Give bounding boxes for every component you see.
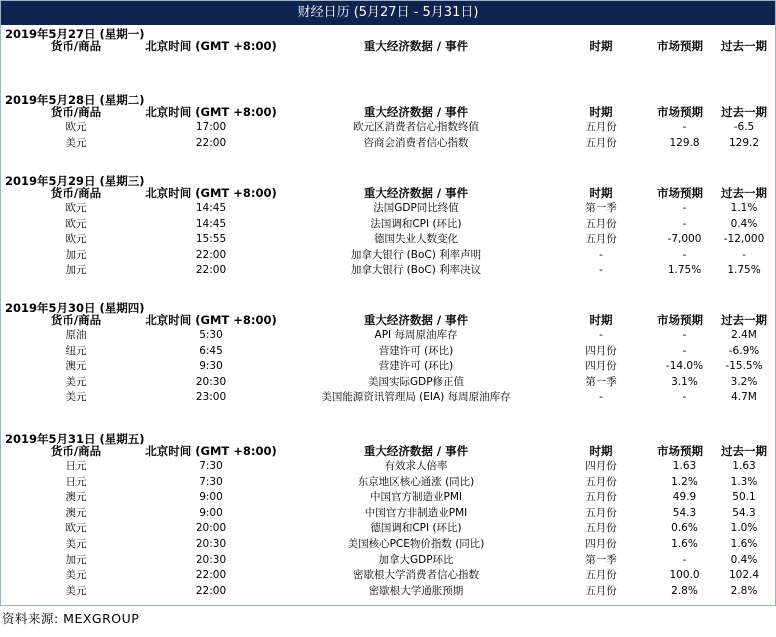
cell-currency: 欧元 xyxy=(65,217,87,230)
cell-currency: 美元 xyxy=(65,584,87,597)
column-header-forecast: 市场预期 xyxy=(657,39,703,53)
column-header-event: 重大经济数据 / 事件 xyxy=(363,444,469,458)
cell-event: 法国调和CPI (环比) xyxy=(370,217,462,230)
column-header-currency: 货币/商品 xyxy=(50,444,102,458)
table-row xyxy=(1,553,775,569)
column-header-previous: 过去一期 xyxy=(721,39,767,53)
cell-previous: 2.4M xyxy=(731,329,757,341)
table-row xyxy=(1,136,775,152)
table-row xyxy=(1,375,775,391)
cell-forecast: - xyxy=(682,121,687,133)
column-header-event: 重大经济数据 / 事件 xyxy=(363,313,469,327)
cell-currency: 欧元 xyxy=(65,121,87,133)
cell-event: 有效求人倍率 xyxy=(384,460,448,472)
cell-time: 22:00 xyxy=(195,584,227,597)
column-header-period: 时期 xyxy=(589,186,613,200)
column-header-currency: 货币/商品 xyxy=(50,105,102,119)
cell-previous: 1.0% xyxy=(730,522,758,535)
cell-previous: 50.1 xyxy=(732,491,756,504)
cell-forecast: 0.6% xyxy=(671,522,698,535)
column-header-period: 时期 xyxy=(589,313,613,327)
cell-forecast: -14.0% xyxy=(665,360,704,373)
column-header-row xyxy=(1,105,775,121)
cell-event: 加拿大银行 (BoC) 利率声明 xyxy=(350,248,482,261)
column-header-time: 北京时间 (GMT +8:00) xyxy=(145,39,277,53)
cell-period: 第一季 xyxy=(585,202,617,214)
cell-time: 20:30 xyxy=(195,538,227,550)
cell-currency: 加元 xyxy=(65,264,87,277)
cell-period: 五月份 xyxy=(585,136,617,149)
column-header-time: 北京时间 (GMT +8:00) xyxy=(145,105,277,119)
cell-previous: -15.5% xyxy=(725,360,763,373)
cell-event: 咨商会消费者信心指数 xyxy=(363,136,469,149)
day-title: 2019年5月28日 (星期二) xyxy=(5,93,145,107)
cell-event: 加拿大银行 (BoC) 利率决议 xyxy=(350,264,482,277)
cell-event: 东京地区核心通涨 (同比) xyxy=(357,475,475,488)
cell-time: 20:30 xyxy=(195,553,227,566)
cell-period: 五月份 xyxy=(585,584,617,597)
cell-period: 五月份 xyxy=(585,569,617,582)
cell-time: 5:30 xyxy=(199,329,223,341)
cell-previous: 54.3 xyxy=(732,506,756,519)
cell-period: 第一季 xyxy=(585,553,617,566)
cell-currency: 欧元 xyxy=(65,202,87,214)
cell-currency: 澳元 xyxy=(65,506,87,519)
cell-period: 第一季 xyxy=(585,375,617,388)
cell-forecast: 1.63 xyxy=(672,460,697,472)
column-header-time: 北京时间 (GMT +8:00) xyxy=(145,444,277,458)
column-header-forecast: 市场预期 xyxy=(657,444,703,458)
table-row xyxy=(1,359,775,375)
cell-period: 四月份 xyxy=(585,538,617,550)
column-header-currency: 货币/商品 xyxy=(50,186,102,200)
cell-event: 美国核心PCE物价指数 (同比) xyxy=(347,538,485,550)
cell-time: 23:00 xyxy=(195,391,227,404)
cell-forecast: 1.2% xyxy=(671,475,698,488)
table-row xyxy=(1,506,775,522)
cell-event: 密歇根大学消费者信心指数 xyxy=(353,569,479,582)
cell-time: 17:00 xyxy=(195,121,227,133)
cell-period: - xyxy=(599,391,603,404)
day-title: 2019年5月30日 (星期四) xyxy=(5,301,145,315)
source-note: 资料来源: MEXGROUP xyxy=(2,611,140,626)
column-header-event: 重大经济数据 / 事件 xyxy=(363,105,469,119)
cell-forecast: 2.8% xyxy=(671,584,698,597)
table-row xyxy=(1,263,775,279)
cell-time: 22:00 xyxy=(195,248,227,261)
cell-event: 法国GDP同比终值 xyxy=(373,202,459,214)
cell-previous: 1.1% xyxy=(730,202,758,214)
cell-currency: 美元 xyxy=(65,538,87,550)
cell-forecast: - xyxy=(682,553,687,566)
cell-time: 7:30 xyxy=(199,460,223,472)
cell-time: 9:00 xyxy=(199,506,223,519)
column-header-time: 北京时间 (GMT +8:00) xyxy=(145,313,277,327)
cell-forecast: 1.6% xyxy=(671,538,698,550)
cell-period: 五月份 xyxy=(585,506,617,519)
cell-event: 美国能源资讯管理局 (EIA) 每周原油库存 xyxy=(321,391,511,404)
cell-currency: 原油 xyxy=(65,329,87,341)
cell-forecast: 54.3 xyxy=(672,506,697,519)
column-header-currency: 货币/商品 xyxy=(50,313,102,327)
cell-time: 15:55 xyxy=(195,233,227,246)
column-header-row xyxy=(1,313,775,329)
table-row xyxy=(1,120,775,136)
cell-event: 密歇根大学通胀预期 xyxy=(368,584,464,597)
cell-period: 四月份 xyxy=(585,360,617,373)
cell-forecast: - xyxy=(682,202,687,214)
cell-previous: 1.3% xyxy=(730,475,758,488)
column-header-previous: 过去一期 xyxy=(721,444,767,458)
cell-previous: - xyxy=(742,248,746,261)
cell-previous: 129.2 xyxy=(728,136,760,149)
day-title: 2019年5月31日 (星期五) xyxy=(5,432,145,446)
cell-time: 7:30 xyxy=(199,475,223,488)
column-header-previous: 过去一期 xyxy=(721,313,767,327)
cell-currency: 美元 xyxy=(65,569,87,582)
cell-time: 20:00 xyxy=(195,522,227,535)
cell-forecast: 1.75% xyxy=(667,264,702,277)
table-row xyxy=(1,568,775,584)
cell-forecast: - xyxy=(682,391,687,404)
cell-forecast: 3.1% xyxy=(671,375,698,388)
cell-period: 五月份 xyxy=(585,233,617,246)
cell-time: 22:00 xyxy=(195,569,227,582)
cell-event: 营建许可 (环比) xyxy=(378,360,454,373)
day-title: 2019年5月27日 (星期一) xyxy=(5,27,145,41)
table-row xyxy=(1,232,775,248)
cell-forecast: - xyxy=(682,248,687,261)
cell-event: 中国官方非制造业PMI xyxy=(364,506,468,519)
table-row xyxy=(1,475,775,491)
table-row xyxy=(1,248,775,264)
cell-previous: 1.6% xyxy=(730,538,758,550)
calendar-title: 财经日历 (5月27日 - 5月31日) xyxy=(1,1,775,25)
column-header-row xyxy=(1,186,775,202)
column-header-row xyxy=(1,39,775,55)
cell-period: 五月份 xyxy=(585,217,617,230)
cell-currency: 美元 xyxy=(65,391,87,404)
cell-event: 加拿大GDP环比 xyxy=(378,553,454,566)
cell-period: 五月份 xyxy=(585,475,617,488)
cell-time: 14:45 xyxy=(195,217,227,230)
table-row xyxy=(1,537,775,553)
cell-event: 美国实际GDP修正值 xyxy=(367,375,465,388)
table-row xyxy=(1,584,775,600)
column-header-period: 时期 xyxy=(589,39,613,53)
table-row xyxy=(1,459,775,475)
column-header-previous: 过去一期 xyxy=(721,186,767,200)
cell-period: 五月份 xyxy=(585,522,617,535)
column-header-period: 时期 xyxy=(589,105,613,119)
table-row xyxy=(1,521,775,537)
column-header-forecast: 市场预期 xyxy=(657,313,703,327)
cell-currency: 澳元 xyxy=(65,491,87,504)
cell-previous: -12,000 xyxy=(723,233,765,246)
cell-previous: 2.8% xyxy=(730,584,758,597)
cell-previous: 0.4% xyxy=(730,553,758,566)
cell-previous: 3.2% xyxy=(730,375,758,388)
cell-period: - xyxy=(599,248,603,261)
table-row xyxy=(1,390,775,406)
table-row xyxy=(1,490,775,506)
cell-time: 22:00 xyxy=(195,136,227,149)
table-row xyxy=(1,201,775,217)
cell-forecast: - xyxy=(682,344,687,357)
column-header-forecast: 市场预期 xyxy=(657,186,703,200)
cell-time: 6:45 xyxy=(199,344,223,357)
day-title: 2019年5月29日 (星期三) xyxy=(5,174,145,188)
cell-period: - xyxy=(599,264,603,277)
cell-currency: 纽元 xyxy=(65,344,87,357)
cell-previous: 1.63 xyxy=(732,460,756,472)
cell-currency: 加元 xyxy=(65,248,87,261)
cell-currency: 欧元 xyxy=(65,233,87,246)
cell-period: 五月份 xyxy=(585,491,617,504)
cell-time: 9:30 xyxy=(199,360,223,373)
cell-time: 9:00 xyxy=(199,491,223,504)
cell-event: API 每周原油库存 xyxy=(374,329,458,341)
cell-forecast: 49.9 xyxy=(672,491,697,504)
cell-period: 五月份 xyxy=(585,121,617,133)
cell-period: 四月份 xyxy=(585,344,617,357)
column-header-currency: 货币/商品 xyxy=(50,39,102,53)
column-header-event: 重大经济数据 / 事件 xyxy=(363,186,469,200)
cell-time: 20:30 xyxy=(195,375,227,388)
column-header-event: 重大经济数据 / 事件 xyxy=(363,39,469,53)
cell-currency: 日元 xyxy=(65,460,87,472)
column-header-time: 北京时间 (GMT +8:00) xyxy=(145,186,277,200)
cell-currency: 加元 xyxy=(65,553,87,566)
cell-previous: 1.75% xyxy=(727,264,761,277)
cell-time: 14:45 xyxy=(195,202,227,214)
cell-currency: 美元 xyxy=(65,136,87,149)
column-header-forecast: 市场预期 xyxy=(657,105,703,119)
cell-previous: 0.4% xyxy=(730,217,758,230)
cell-event: 营建许可 (环比) xyxy=(378,344,454,357)
cell-time: 22:00 xyxy=(195,264,227,277)
cell-forecast: 100.0 xyxy=(669,569,700,582)
column-header-row xyxy=(1,444,775,460)
cell-event: 德国失业人数变化 xyxy=(374,233,458,246)
cell-forecast: - xyxy=(682,329,687,341)
cell-forecast: 129.8 xyxy=(669,136,700,149)
cell-period: 四月份 xyxy=(585,460,617,472)
table-row xyxy=(1,328,775,344)
column-header-period: 时期 xyxy=(589,444,613,458)
cell-event: 德国调和CPI (环比) xyxy=(370,522,462,535)
cell-forecast: - xyxy=(682,217,687,230)
cell-forecast: -7,000 xyxy=(667,233,702,246)
cell-currency: 美元 xyxy=(65,375,87,388)
cell-period: - xyxy=(599,329,603,341)
cell-previous: 102.4 xyxy=(728,569,760,582)
cell-previous: -6.5 xyxy=(733,121,755,133)
table-row xyxy=(1,344,775,360)
table-row xyxy=(1,217,775,233)
cell-event: 欧元区消费者信心指数终值 xyxy=(353,121,479,133)
cell-currency: 日元 xyxy=(65,475,87,488)
cell-currency: 澳元 xyxy=(65,360,87,373)
cell-previous: -6.9% xyxy=(728,344,760,357)
cell-event: 中国官方制造业PMI xyxy=(370,491,462,504)
cell-previous: 4.7M xyxy=(731,391,757,404)
column-header-previous: 过去一期 xyxy=(721,105,767,119)
cell-currency: 欧元 xyxy=(65,522,87,535)
